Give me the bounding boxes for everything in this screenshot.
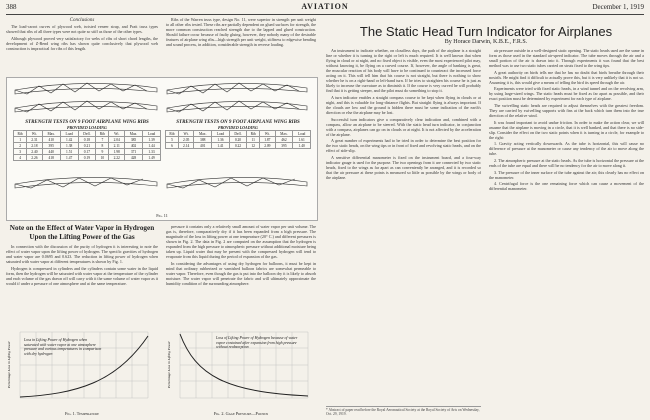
table-cell: Rib <box>96 131 109 137</box>
article-heading <box>326 24 646 45</box>
table-cell: Max. <box>275 131 293 137</box>
table-cell: 401 <box>194 143 212 149</box>
table-cell: 2 <box>14 143 27 149</box>
note-column-left <box>6 244 158 324</box>
table-cell: 1.49 <box>143 155 161 161</box>
table-cell: Rib <box>247 131 260 137</box>
table-cell: 418 <box>42 155 60 161</box>
table-cell: 395 <box>275 143 293 149</box>
journal-title: AVIATION <box>301 2 349 11</box>
conclusions-heading: Conclusions <box>69 18 95 23</box>
table-cell: 2.04 <box>109 137 125 143</box>
table-cell: 2.11 <box>109 143 125 149</box>
table-cell: 11 <box>247 137 260 143</box>
article-column-1 <box>326 48 481 404</box>
table-row <box>166 143 311 149</box>
table-cell: 1.47 <box>60 155 78 161</box>
table-cell: 402 <box>124 143 142 149</box>
table-cell: 0.21 <box>78 143 96 149</box>
ribs-paragraph: Ribs of the Warren truss type, design No. 11, were superior in strength per unit weight to all other ribs tested. These ribs are partially dependent on glued surfaces for strength, the more common construction reached strength due to the lapped and glued construction. Should failure occur because of faulty gluing, however, they nobody many of the desirable features of airplane wing ribs—high strength per unit weight, stiffness to edgewise bending and sound process, in addition, considerable strength in reverse loading. <box>166 17 316 48</box>
table-title: STRENGTH TESTS ON 9 FOOT AIRPLANE WING RIBS <box>25 120 149 125</box>
table-cell: 2.26 <box>27 155 43 161</box>
article-paragraph: An instrument to indicate whether, on cloudless days, the path of the airplane is a straight line or whether it is turning to the right or left is much required. It is well known that when flying in cloud or at night, and no fixed object is visible, even the most experienced pilot may, without knowing it, be flying on a curved course. If, however, the angle of banking is great, the muscular reaction of his body will have to be continued to counteract the increased force acting on it. This will tell him that his course is not straight, but there is nothing to show whether he is on a right-hand or left-hand turn. If he tries to straighten his course he is just as likely to increase the curvature as to diminish it. If the course is very curved he will probably find that it is getting steeper, and the pilot must do something to stop it. <box>326 48 481 94</box>
fig1-plot <box>6 328 158 406</box>
table-cell: 1.39 <box>143 137 161 143</box>
strength-table <box>13 130 161 161</box>
table-cell: 2.14 <box>179 143 194 149</box>
article-paragraph: A great number of experiments had to be tried in order to determine the best position for the two static heads, on the wing tips or in front of fixed and revolving static heads, and on the effect of side-slip. <box>326 138 481 154</box>
note-paragraph: pressure it contains only a relatively small amount of water vapor per unit volume. The gas is, therefore, comparatively dry if it has been expanded from a high pressure. The magnitude of the loss in lifting power at one temperature (20° C.) and different pressures is shown in Fig. 2. The data in Fig. 2 are computed on the assumption that the hydrogen is expanded from the high pressure to atmospheric pressure without additional moisture being taken up. Liquid water that may be present with the compressed hydrogen will tend to evaporate from this liquid during the period of expansion of the gas. <box>166 224 316 260</box>
table-cell: 2.09 <box>260 143 275 149</box>
table-cell: 3 <box>14 149 27 155</box>
strength-table-left <box>13 120 161 161</box>
table-cell: 4 <box>14 155 27 161</box>
table-cell: 10 <box>96 155 109 161</box>
table-cell: 0.17 <box>78 149 96 155</box>
table-cell: Wt. <box>260 131 275 137</box>
note-heading <box>6 224 158 241</box>
wing-rib-drawings <box>7 78 317 118</box>
table-cell: 1.38 <box>60 143 78 149</box>
article-title: The Static Head Turn Indicator for Airplanes <box>359 24 613 39</box>
strength-table-right <box>165 120 311 149</box>
table-cell: 1.40 <box>293 143 311 149</box>
table-cell: 7 <box>96 137 109 143</box>
table-cell: Rib <box>14 131 27 137</box>
table-cell: 2.18 <box>27 143 43 149</box>
table-cell: 1.98 <box>109 149 125 155</box>
fig2-ylabel: Percentage Loss in Lifting Power <box>167 341 171 388</box>
table-title: STRENGTH TESTS ON 9 FOOT AIRPLANE WING RIBS <box>176 120 300 125</box>
note-title: Note on the Effect of Water Vapor in Hydrogen Upon the Lifting Power of the Gas <box>9 224 155 241</box>
fig2-caption: Fig. 2. Gage Pressure—Pounds <box>213 411 269 416</box>
table-cell: Load <box>143 131 161 137</box>
table-cell: 2.05 <box>179 137 194 143</box>
ribs-column <box>166 17 316 75</box>
article-paragraph: A great authority on birds tells me that he has no doubt that birds breathe through their nostrils. He might find it difficult to actually prove this, but it is very unlikely that it is not so. Assuming it is, this would give a means of telling the bird its speed through the air. <box>489 69 644 85</box>
table-cell: 428 <box>124 155 142 161</box>
table-cell: Defl. <box>229 131 246 137</box>
fig1-caption: Fig. 1. Temperature <box>65 411 99 416</box>
table-cell: 395 <box>42 143 60 149</box>
table-cell: 1.33 <box>143 149 161 155</box>
fig2-annotation: Loss of Lifting Power of Hydrogen because of water vapor contained after expansion from high pressure without reabsorption <box>216 336 298 350</box>
note-column-right <box>166 224 316 324</box>
conclusions-column <box>6 17 158 75</box>
table-cell: Max. <box>194 131 212 137</box>
table-cell: Max. <box>124 131 142 137</box>
table-cell: Load <box>60 131 78 137</box>
table-cell: Wt. <box>27 131 43 137</box>
issue-date: December 1, 1919 <box>592 3 644 11</box>
table-cell: 1.42 <box>60 137 78 143</box>
table-cell: 12 <box>247 143 260 149</box>
article-paragraph: 2. The atmospheric pressure at the static heads. As the tube is horizontal the pressure at the ends of the tube are equal and there will be no tendency for the air to move along it. <box>489 157 644 168</box>
table-cell: 1.61 <box>293 137 311 143</box>
article-paragraph: Successful turn indicators give a comparatively clear indication and, combined with a compass, allow an airplane to be steered. With the static head turn indicator, in conjunction with a compass, airplanes can go on in clouds or at night. It is not affected by the acceleration of the airplane. <box>326 116 481 137</box>
fig2-plot <box>166 328 316 406</box>
table-cell: Rib <box>166 131 179 137</box>
table-cell: 0.19 <box>78 155 96 161</box>
table-cell: Defl. <box>78 131 96 137</box>
table-cell: 440 <box>42 149 60 155</box>
article-byline: By Horace Darwin, K.B.E., F.R.S. <box>444 39 528 45</box>
article-paragraph: 3. The pressure of the inner surface of the tube against the air; this clearly has no effect on the manometer. <box>489 169 644 180</box>
article-paragraph: A sensitive differential manometer is fixed on the instrument board, and a four-way indicator gauge is used for the purpose. The two openings from it are connected by two static heads, fixed to the wings as far apart as can conveniently be arranged, and it is recorded so that the air pressure at these points is measured so little as possible by the wings or body of the airplane. <box>326 154 481 181</box>
table-cell: Wt. <box>179 131 194 137</box>
table-cell: 388 <box>194 137 212 143</box>
table-cell: 371 <box>124 149 142 155</box>
fig2-chart <box>166 328 316 414</box>
fig1-annotation: Loss in Lifting Power of Hydrogen when saturated with water vapor at one atmosphere pressure and various temperatures in comparison with dry hydrogen <box>24 338 102 356</box>
article-paragraph: air pressure outside in a well-designed static opening. The static heads used are the same in form as those used in the standard air-speed indicator. The tube moves through the air and a small portion of the air is drawn into it. Through experiments it was found that the best method was to use two static tubes carried on struts fixed to the wing tips. <box>489 48 644 69</box>
table-cell: 0.18 <box>78 137 96 143</box>
table-cell: Load <box>293 131 311 137</box>
article-paragraph: A turn indicator enables a straight compass course to be kept when flying in clouds or at night, and this is valuable for long-distance flights. But straight flying is always important. If the clouds are low and the ground is hidden there must be some indication of the earth's direction or else the airplane may be lost. <box>326 94 481 116</box>
table-cell: 0.22 <box>229 143 246 149</box>
conclusions-paragraph: Although plywood proved very satisfactory for webs of ribs of short chord lengths, the development of Z-Bend wing ribs has shown quite conclusively that plywood web construction is impractical for ribs of this length. <box>6 35 158 51</box>
table-cell: 2.22 <box>109 155 125 161</box>
article-paragraph: 1. Gravity acting vertically downwards. As the tube is horizontal, this will cause no difference of pressure at the manometer or cause any tendency of the air to move along the tube. <box>489 141 644 157</box>
table-cell: 1.36 <box>212 137 230 143</box>
table-cell: 1.44 <box>143 143 161 149</box>
article-paragraph: The swivelling static heads are required to adjust themselves with the greatest freedom. They are carried by swivelling supports with fins at the back which turn them into the true direction of the relative wind. <box>489 102 644 119</box>
table-cell: 410 <box>42 137 60 143</box>
note-paragraph: In connection with the discussion of the purity of hydrogen it is interesting to note the effect of water vapor upon the lifting power of hydrogen. The specific gravities of hydrogen and water vapor are 0.0695 and 0.623. The reduction in lifting power of hydrogen when saturated with water vapor at different temperatures is shown by Fig. 1. <box>6 244 158 265</box>
table-cell: Load <box>212 131 230 137</box>
table-cell: 1.51 <box>60 149 78 155</box>
table-cell: 1.41 <box>212 143 230 149</box>
article-paragraph: Experiments were tried with fixed static heads, in a wind tunnel and on the revolving arm, by using large-sized wings. The static heads must be fixed as far apart as possible, and their exact position must be determined by experiment for each type of airplane. <box>489 86 644 102</box>
table-cell: 2.31 <box>27 137 43 143</box>
table-cell: 9 <box>96 149 109 155</box>
fig1-chart <box>6 328 158 414</box>
table-cell: 1 <box>14 137 27 143</box>
table-subtitle: PROVIDED LOADING <box>218 125 258 130</box>
wing-rib-drawings-lower <box>7 174 317 204</box>
figure-caption: Fig. 11 <box>156 213 168 218</box>
article-paragraph: It was found important to avoid undue friction. In order to make the action clear, we will assume that the airplane is moving in a circle, that it is well banked, and that there is no side-slip. Consider the effect on the two static points when it is turning in a circle, for example to the right: <box>489 119 644 140</box>
table-cell: 6 <box>166 143 179 149</box>
table-cell: 1.87 <box>260 137 275 143</box>
table-cell: 462 <box>275 137 293 143</box>
wing-rib-figure <box>6 77 318 221</box>
table-cell: 385 <box>124 137 142 143</box>
table-subtitle: PROVIDED LOADING <box>67 125 107 130</box>
conclusions-paragraph: The load-carrot curves of plywood web, twisted veneer strap, and Pratt truss types showed that ribs of all three types were not quite so stiff as those of the other types. <box>6 24 158 35</box>
table-row <box>14 155 161 161</box>
strength-table <box>165 130 311 149</box>
table-cell: 0.20 <box>229 137 246 143</box>
article-footnote: * Abstract of paper read before the Royal Aeronautical Society at the Royal Society of Arts on Wednesday, Oct. 29, 1919. <box>326 406 481 420</box>
article-column-2 <box>489 48 644 418</box>
table-cell: Wt. <box>109 131 125 137</box>
note-paragraph: Hydrogen is compressed in cylinders and the cylinders contain some water in the liquid form, then the hydrogen will be saturated with water vapor at the temperature of the cylinder and each volume of the gas drawn off will carry with it the same volume of water vapor as it would if under a pressure of one atmosphere and at the same temperature. <box>6 265 158 286</box>
fig1-ylabel: Percentage Loss in Lifting Power <box>7 341 11 388</box>
note-paragraph: In considering the advantages of using dry hydrogen for balloons, it must be kept in mind that ordinary rubberized or varnished balloon fabrics are somewhat permeable to water vapor. Therefore, even though the gas is put into the balloon dry it is likely to absorb moisture. The water vapor will penetrate the fabric and will ultimately approximate the humidity condition of the surrounding atmosphere. <box>166 260 316 287</box>
article-paragraph: 4. Centrifugal force is the one remaining force which can cause a movement of the differential manometer. <box>489 181 644 192</box>
table-cell: Max. <box>42 131 60 137</box>
page-header <box>6 2 644 15</box>
page-number: 388 <box>6 3 17 11</box>
table-cell: 5 <box>166 137 179 143</box>
table-cell: 8 <box>96 143 109 149</box>
table-cell: 2.40 <box>27 149 43 155</box>
